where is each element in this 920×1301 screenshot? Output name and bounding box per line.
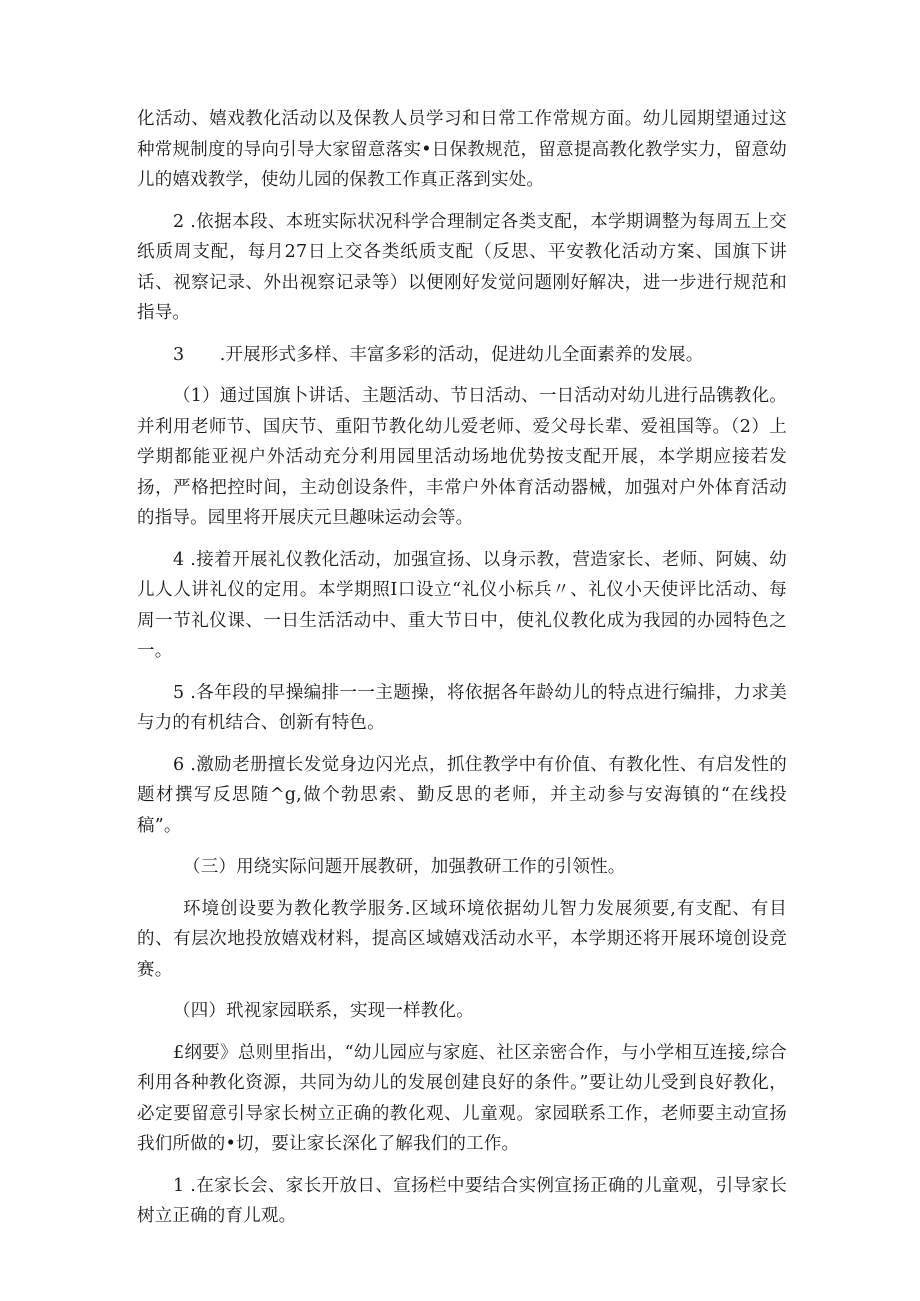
paragraph-5: 4 .接着开展礼仪教化活动，加强宣扬、以身示教，营造家长、老师、阿姨、幼儿人人讲礼仪的定用。本学期照Ⅰ口设立“礼仪小标兵〃、礼仪小天使评比活动、每周一节礼仪课、一日生活活动中、重大节日中，使礼仪教化成为我园的办园特色之一。: [137, 549, 787, 661]
paragraph-4: （1）通过国旗卜讲话、主题活动、节日活动、一日活动对幼儿进行品镌教化。并利用老师节、国庆节、重阳节教化幼儿爱老师、爱父母长辈、爱祖国等。（2）上学期都能亚视户外活动充分利用园里活动场地优势按支配开展，本学期应接若发扬，严格把控时间，主动创设条件，丰常户外体育活动器械，加强对户外体育活动的指导。园里将开展庆元旦趣味运动会等。: [137, 386, 787, 528]
paragraph-2: 2 .依据本段、本班实际状况科学合理制定各类支配，本学期调整为每周五上交纸质周支配，每月27日上交各类纸质支配（反思、平安教化活动方案、国旗下讲话、视察记录、外出视察记录等）以便刚好发觉问题刚好解决，进一步进行规范和指导。: [137, 211, 787, 323]
paragraph-6: 5 .各年段的早操编排一一主题操，将依据各年龄幼儿的特点进行编排，力求美与力的有机结合、创新有特色。: [137, 682, 787, 733]
section-heading-4: （四）玳视家园联系，实现一样教化。: [173, 1001, 474, 1021]
paragraph-8: 环境创设要为教化教学服务.区域环境依据幼儿智力发展须要,有支配、有目的、有层次地投放嬉戏材料，提高区域嬉戏活动水平，本学期还将开展环境创设竞赛。: [137, 898, 787, 980]
paragraph-7: 6 .激励老册擅长发觉身边闪光点，抓住教学中有价值、有教化性、有启发性的题材撰写反思随^g,做个勃思索、勤反思的老师，并主动参与安海镇的“在线投稿”。: [137, 754, 787, 836]
paragraph-1: 化活动、嬉戏教化活动以及保教人员学习和日常工作常规方面。幼儿园期望通过这种常规制度的导向引导大家留意落实•日保教规范，留意提高教化教学实力，留意幼儿的嬉戏教学，使幼儿园的保教工作真正落到实处。: [137, 109, 787, 190]
document-page: [137, 104, 787, 1232]
paragraph-3: 3 .开展形式多样、丰富多彩的活动，促进幼儿全面素养的发展。: [173, 344, 704, 365]
paragraph-10: 1 .在家长会、家长开放日、宣扬栏中要结合实例宣扬正确的儿童观，引导家长树立正确的育儿观。: [137, 1175, 787, 1226]
section-heading-3: （三）用绕实际问题开展教研，加强教研工作的引领性。: [183, 857, 626, 877]
paragraph-9: £纲要》总则里指出，“幼儿园应与家庭、社区亲密合作，与小学相互连接,综合利用各种教化资源，共同为幼儿的发展创建良好的条件。”要让幼儿受到良好教化，必定要留意引导家长树立正确的教化观、儿童观。家园联系工作，老师要主动宣扬我们所做的•切，要让家长深化了解我们的工作。: [137, 1042, 787, 1154]
